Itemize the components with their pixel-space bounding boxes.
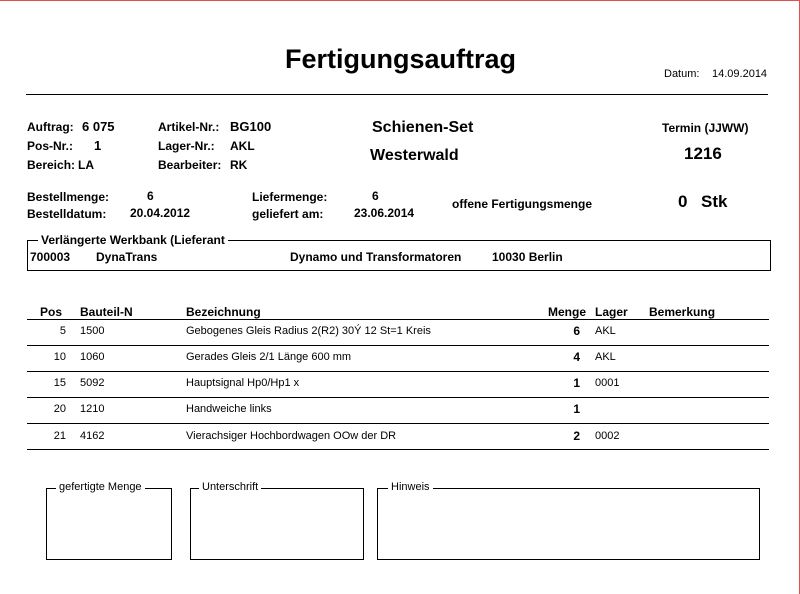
cell-menge: 1 bbox=[573, 402, 580, 416]
werkbank-nr: 700003 bbox=[30, 250, 71, 264]
cell-bauteil: 4162 bbox=[80, 430, 105, 442]
cell-bezeichnung: Hauptsignal Hp0/Hp1 x bbox=[186, 377, 300, 389]
liefermenge-label: Liefermenge: bbox=[252, 190, 328, 204]
row-divider bbox=[27, 345, 769, 346]
cell-lager: 0002 bbox=[595, 430, 620, 442]
bereich-label: Bereich: bbox=[27, 158, 76, 172]
auftrag-label: Auftrag: bbox=[27, 120, 74, 134]
unterschrift-box bbox=[190, 488, 364, 560]
termin-label: Termin (JJWW) bbox=[662, 121, 749, 135]
werkbank-desc: Dynamo und Transformatoren bbox=[290, 250, 462, 264]
cell-pos: 21 bbox=[53, 430, 66, 442]
cell-bezeichnung: Gebogenes Gleis Radius 2(R2) 30Ý 12 St=1 Kreis bbox=[186, 325, 431, 337]
row-divider bbox=[27, 423, 769, 424]
hinweis-box bbox=[377, 488, 760, 560]
bereich-value: LA bbox=[78, 158, 94, 172]
row-divider bbox=[27, 397, 769, 398]
gefertigt-label: gefertigte Menge bbox=[56, 481, 145, 493]
werkbank-name: DynaTrans bbox=[96, 250, 158, 264]
cell-bezeichnung: Vierachsiger Hochbordwagen OOw der DR bbox=[186, 430, 397, 442]
liefermenge-value: 6 bbox=[372, 189, 379, 203]
gefertigt-box bbox=[46, 488, 172, 560]
cell-bauteil: 1210 bbox=[80, 403, 105, 415]
offen-label: offene Fertigungsmengе bbox=[452, 197, 592, 211]
cell-bezeichnung: Handweiche links bbox=[186, 403, 272, 415]
cell-lager: 0001 bbox=[595, 377, 620, 389]
termin-value: 1216 bbox=[684, 144, 722, 163]
bestelldatum-label: Bestelldatum: bbox=[27, 207, 107, 221]
th-bezeichnung: Bezeichnung bbox=[186, 305, 261, 319]
th-bauteil: Bauteil-N bbox=[80, 305, 133, 319]
bearbeiter-label: Bearbeiter: bbox=[158, 158, 222, 172]
page-title: Fertigungsauftrag bbox=[285, 44, 517, 74]
cell-lager: AKL bbox=[595, 351, 616, 363]
posnr-label: Pos-Nr.: bbox=[27, 139, 74, 153]
auftrag-value: 6 075 bbox=[82, 119, 115, 134]
cell-pos: 5 bbox=[59, 325, 66, 337]
cell-menge: 6 bbox=[573, 324, 580, 338]
offen-value: 0 bbox=[678, 192, 688, 211]
offen-unit: Stk bbox=[701, 192, 728, 211]
row-divider bbox=[27, 371, 769, 372]
cell-menge: 4 bbox=[573, 350, 580, 364]
cell-pos: 10 bbox=[53, 351, 66, 363]
article-name-line2: Westerwald bbox=[370, 147, 459, 164]
header-divider bbox=[26, 94, 768, 95]
cell-bauteil: 1500 bbox=[80, 325, 105, 337]
cell-bauteil: 1060 bbox=[80, 351, 105, 363]
article-name-line1: Schienen-Set bbox=[372, 119, 474, 136]
cell-menge: 1 bbox=[573, 376, 580, 390]
geliefert-label: geliefert am: bbox=[252, 207, 324, 221]
th-pos: Pos bbox=[40, 305, 63, 319]
cell-bezeichnung: Gerades Gleis 2/1 Länge 600 mm bbox=[186, 351, 352, 363]
datum-label: Datum: bbox=[664, 68, 700, 80]
top-border bbox=[0, 0, 800, 1]
cell-bauteil: 5092 bbox=[80, 377, 105, 389]
lager-value: AKL bbox=[230, 139, 255, 153]
bearbeiter-value: RK bbox=[230, 158, 248, 172]
th-menge: Menge bbox=[548, 305, 587, 319]
artikel-label: Artikel-Nr.: bbox=[158, 120, 220, 134]
unterschrift-label: Unterschrift bbox=[199, 481, 261, 493]
lager-label: Lager-Nr.: bbox=[158, 139, 215, 153]
cell-pos: 15 bbox=[53, 377, 66, 389]
geliefert-value: 23.06.2014 bbox=[354, 206, 415, 220]
werkbank-city: 10030 Berlin bbox=[492, 250, 563, 264]
werkbank-legend: Verlängerte Werkbank (Lieferant bbox=[38, 233, 228, 247]
table-bottom-line bbox=[27, 449, 769, 450]
cell-lager: AKL bbox=[595, 325, 616, 337]
cell-pos: 20 bbox=[53, 403, 66, 415]
bestellmenge-label: Bestellmenge: bbox=[27, 190, 110, 204]
cell-menge: 2 bbox=[573, 429, 580, 443]
bestellmenge-value: 6 bbox=[147, 189, 154, 203]
posnr-value: 1 bbox=[94, 138, 102, 153]
bestelldatum-value: 20.04.2012 bbox=[130, 206, 191, 220]
datum-value: 14.09.2014 bbox=[712, 68, 768, 80]
table-header-line bbox=[27, 319, 769, 320]
th-bemerkung: Bemerkung bbox=[649, 305, 716, 319]
th-lager: Lager bbox=[595, 305, 628, 319]
hinweis-label: Hinweis bbox=[388, 481, 433, 493]
artikel-value: BG100 bbox=[230, 119, 272, 134]
